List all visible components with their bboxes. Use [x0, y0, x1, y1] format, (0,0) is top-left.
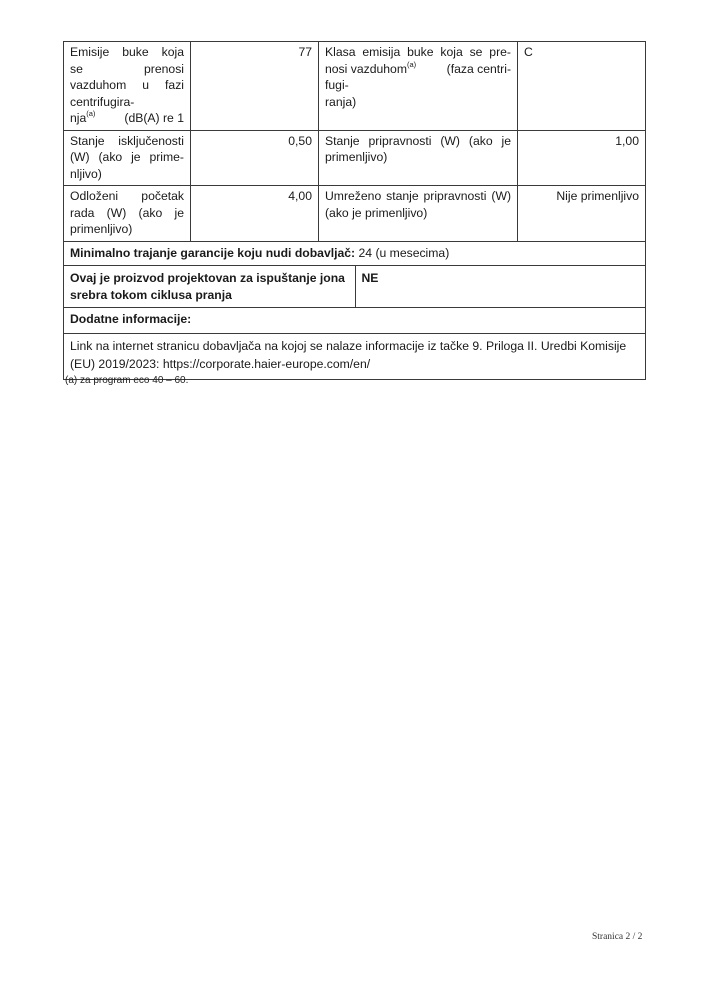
table-row — [64, 186, 646, 242]
table-row — [64, 130, 646, 186]
table-row — [64, 42, 646, 131]
table-row — [64, 266, 646, 308]
warranty-cell — [64, 241, 646, 266]
label-fragment: Stanje — [70, 133, 105, 148]
product-info-table — [63, 41, 646, 380]
label-fragment: (faza centri- — [446, 61, 511, 76]
standby-label: Stanje pripravnosti (W) (ako je primenljivo) — [319, 130, 518, 186]
label-line: Klasa emisija buke koja se pre- — [325, 45, 511, 59]
noise-emission-value: 77 — [191, 42, 319, 131]
label-line: ranja) — [325, 94, 357, 109]
footnote: (a) za program eco 40 – 60. — [65, 375, 189, 386]
label-line: fugi- — [325, 78, 349, 92]
silver-ion-label: Ovaj je proizvod projektovan za ispuštanje jona srebra tokom ciklusa pranja — [64, 266, 355, 307]
table-row — [64, 241, 646, 266]
silver-ion-value: NE — [361, 271, 379, 285]
label-line: Emisije buke koja — [70, 45, 184, 59]
noise-class-label — [319, 42, 518, 131]
label-line: vazduhom u fazi — [70, 78, 184, 92]
warranty-value: 24 (u mesecima) — [358, 245, 450, 260]
label-line — [70, 110, 184, 127]
label-fragment: (dB(A) re 1 — [124, 111, 184, 125]
label-line: se prenosi — [70, 61, 184, 76]
label-line: (W) (ako je prime-nljivo) — [70, 150, 184, 181]
networked-standby-label: Umreženo stanje pripravnosti (W) (ako je primenljivo) — [319, 186, 518, 242]
link-info-text: Link na internet stranicu dobavljača na kojoj se nalaze informacije iz tačke 9. Priloga II. Uredbi Komisije (EU) 2019/2023: https://corporate.haier-europe.com/en/ — [70, 338, 627, 371]
silver-ion-cell — [64, 266, 646, 308]
delay-start-value: 4,00 — [191, 186, 319, 242]
silver-ion-row — [64, 266, 645, 307]
silver-ion-subtable — [64, 266, 645, 307]
table-row — [64, 333, 646, 379]
label-line — [325, 61, 511, 78]
noise-emission-label — [64, 42, 191, 131]
additional-info-label: Dodatne informacije: — [64, 308, 646, 334]
label-line: centrifugira- — [70, 94, 135, 109]
footnote-marker: (a) — [86, 109, 96, 118]
off-mode-value: 0,50 — [191, 130, 319, 186]
networked-standby-value: Nije primenljivo — [518, 186, 646, 242]
label-fragment: nja — [70, 111, 87, 125]
delay-start-label: Odloženi početak rada (W) (ako je primenljivo) — [64, 186, 191, 242]
label-fragment: nosi vazduhom — [325, 61, 407, 76]
off-mode-label — [64, 130, 191, 186]
label-fragment: isključenosti — [118, 133, 184, 148]
standby-value: 1,00 — [518, 130, 646, 186]
link-info-cell — [64, 333, 646, 379]
warranty-label: Minimalno trajanje garancije koju nudi dobavljač: — [70, 245, 356, 260]
table-row — [64, 308, 646, 334]
label-line — [70, 133, 184, 150]
noise-class-value: C — [518, 42, 646, 131]
page-number: Stranica 2 / 2 — [592, 932, 643, 942]
footnote-marker: (a) — [406, 59, 417, 69]
